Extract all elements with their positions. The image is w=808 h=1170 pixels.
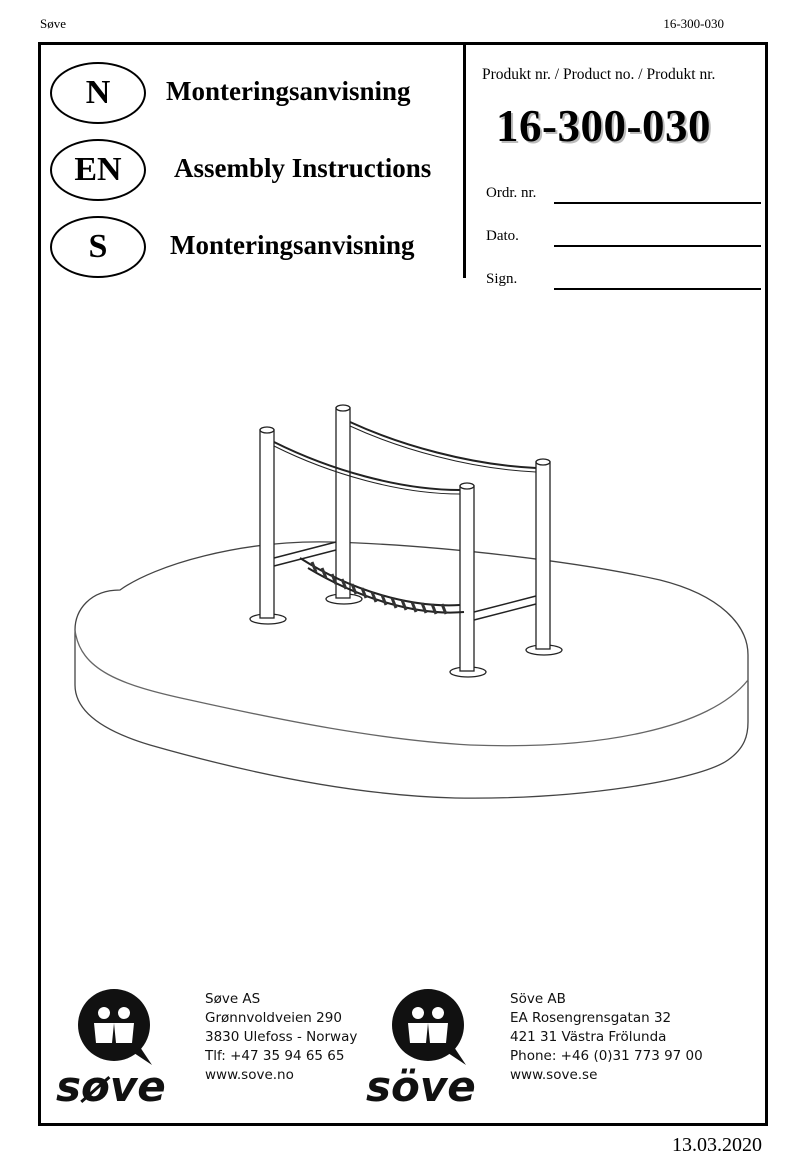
sove-no-logo <box>52 985 192 1107</box>
product-illustration <box>60 340 750 820</box>
product-number: 16-300-030 <box>496 101 711 151</box>
company-no-city: 3830 Ulefoss - Norway <box>205 1029 358 1045</box>
title-norwegian: Monteringsanvisning <box>166 76 411 106</box>
order-field-line[interactable] <box>554 202 761 204</box>
company-se-phone: Phone: +46 (0)31 773 97 00 <box>510 1048 703 1064</box>
company-se-city: 421 31 Västra Frölunda <box>510 1029 667 1045</box>
header-brand: Søve <box>40 16 66 31</box>
company-se-address <box>510 990 703 1085</box>
title-english: Assembly Instructions <box>174 153 432 183</box>
company-no-phone: Tlf: +47 35 94 65 65 <box>205 1048 345 1064</box>
sove-se-logo-text: söve <box>366 1062 476 1107</box>
company-se-website[interactable]: www.sove.se <box>510 1067 598 1083</box>
date-label: Dato. <box>486 228 519 244</box>
company-no-website[interactable]: www.sove.no <box>205 1067 294 1083</box>
header-divider <box>463 42 466 278</box>
lang-badge-n: N <box>50 62 146 124</box>
footer-date: 13.03.2020 <box>672 1134 762 1156</box>
company-no-address <box>205 990 357 1085</box>
date-field-line[interactable] <box>554 245 761 247</box>
sign-field-line[interactable] <box>554 288 761 290</box>
company-se-street: EA Rosengrensgatan 32 <box>510 1010 672 1026</box>
lang-badge-s: S <box>50 216 146 278</box>
sove-no-logo-text: søve <box>56 1062 166 1107</box>
company-no-name: Søve AS <box>205 991 261 1007</box>
sign-label: Sign. <box>486 271 518 287</box>
lang-badge-en: EN <box>50 139 146 201</box>
sove-se-logo <box>360 985 505 1107</box>
order-label: Ordr. nr. <box>486 185 537 201</box>
company-no-street: Grønnvoldveien 290 <box>205 1010 342 1026</box>
company-se-name: Söve AB <box>510 991 566 1007</box>
header-code: 16-300-030 <box>663 16 724 31</box>
title-swedish: Monteringsanvisning <box>170 230 415 260</box>
product-label: Produkt nr. / Product no. / Produkt nr. <box>482 66 716 83</box>
